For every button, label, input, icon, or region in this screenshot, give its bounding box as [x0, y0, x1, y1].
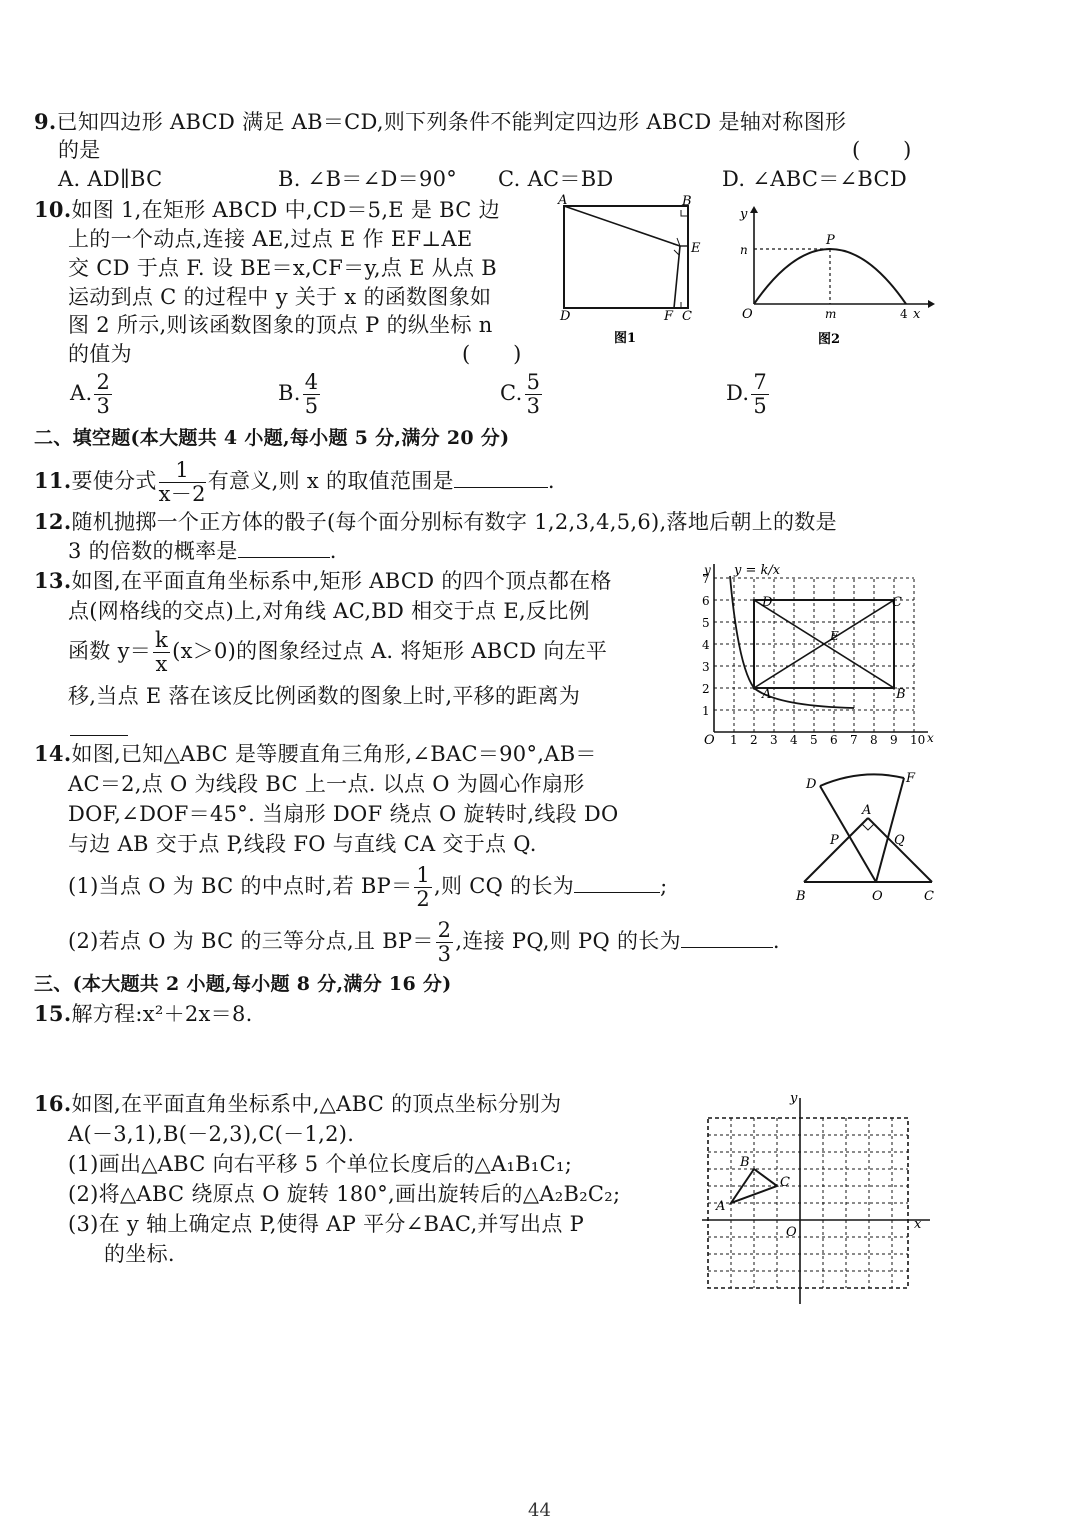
frac-num: k [155, 628, 169, 652]
q9-option-d: D. ∠ABC＝∠BCD [722, 167, 908, 191]
q10-number: 10. [34, 197, 72, 222]
q10-option-b [278, 370, 322, 417]
fig2-label-n: n [740, 243, 748, 257]
q13-figure [696, 556, 936, 746]
q14-sub1-answer-blank[interactable] [574, 891, 660, 893]
fig1-caption: 图1 [614, 331, 637, 346]
q14-stem-line3: DOF,∠DOF＝45°. 当扇形 DOF 绕点 O 旋转时,线段 DO [68, 802, 619, 826]
frac-num: 1 [159, 460, 206, 483]
q10-option-b-label: B. [278, 381, 301, 405]
q9-answer-paren: ( ) [852, 138, 912, 162]
q14-sub1 [68, 863, 667, 910]
q13-y-tick-label: 1 [702, 704, 710, 718]
q13-fraction [153, 630, 170, 675]
page-number: 44 [528, 1500, 551, 1521]
fig2-label-origin: O [742, 307, 753, 322]
q14-number: 14. [34, 741, 72, 766]
q16-label-b: B [740, 1155, 750, 1170]
frac-num: 2 [437, 918, 452, 942]
q14-sub1-text-post: ,则 CQ 的长为 [434, 874, 575, 898]
q13-stem-line1 [34, 567, 612, 595]
q16-label-a: A [716, 1199, 726, 1214]
q14-sub2-fraction [436, 920, 454, 965]
q13-x-tick-label: 9 [890, 733, 898, 746]
q14-sub2-answer-blank[interactable] [681, 946, 773, 948]
fig2-caption: 图2 [818, 332, 841, 347]
frac-den: 2 [416, 887, 431, 911]
q13-label-a: A [762, 687, 772, 702]
q10-option-c [500, 370, 544, 417]
q13-y-axis-label: y [704, 563, 711, 577]
q13-label-d: D [762, 595, 773, 610]
q14-label-d: D [806, 777, 817, 792]
frac-den: 3 [96, 394, 111, 418]
frac-den: 3 [437, 942, 452, 966]
frac-num: 7 [753, 370, 768, 394]
q10-option-a [70, 370, 114, 417]
q13-x-tick-label: 8 [870, 733, 878, 746]
q14-stem-line4: 与边 AB 交于点 P,线段 FO 与直线 CA 交于点 Q. [68, 832, 537, 856]
fig2-label-p: P [826, 233, 835, 248]
q14-sub1-fraction [414, 865, 432, 910]
q13-func-label: y = k/x [734, 563, 781, 578]
fig2-label-4: 4 [900, 307, 908, 321]
q12-number: 12. [34, 509, 72, 534]
q11-fraction [159, 460, 206, 505]
frac-den: 5 [753, 394, 768, 418]
q16-label-c: C [780, 1175, 790, 1190]
q10-stem-line3: 交 CD 于点 F. 设 BE＝x,CF＝y,点 E 从点 B [68, 256, 498, 280]
q10-figure-2 [730, 200, 935, 350]
q13-y-tick-label: 5 [702, 616, 710, 630]
frac-den: 3 [526, 394, 541, 418]
q10-figure-1 [548, 192, 718, 350]
fig1-label-a: A [558, 193, 568, 208]
q9-option-b: B. ∠B＝∠D＝90° [278, 167, 458, 191]
q16-sub2: (2)将△ABC 绕原点 O 旋转 180°,画出旋转后的△A₂B₂C₂; [68, 1182, 621, 1206]
q14-figure [792, 764, 942, 909]
q10-stem-line4: 运动到点 C 的过程中 y 关于 x 的函数图象如 [68, 285, 492, 309]
q14-label-o: O [872, 889, 883, 904]
q14-sub1-end: ; [660, 874, 668, 898]
frac-num: 4 [304, 370, 319, 394]
q14-sub2-text: (2)若点 O 为 BC 的三等分点,且 BP＝ [68, 929, 434, 953]
fig2-label-x: x [913, 307, 921, 322]
fig1-label-c: C [682, 309, 692, 324]
q12-text-2: 3 的倍数的概率是 [68, 539, 238, 563]
q14-stem-line1 [34, 740, 597, 768]
q14-label-c: C [924, 889, 934, 904]
q9-stem-line1 [34, 108, 846, 136]
q13-text-3b: (x＞0)的图象经过点 A. 将矩形 ABCD 向左平 [172, 639, 608, 663]
q13-origin-label: O [704, 733, 715, 746]
q14-stem-line2: AC＝2,点 O 为线段 BC 上一点. 以点 O 为圆心作扇形 [68, 772, 585, 796]
q13-y-ticks [702, 572, 710, 718]
q15-stem [34, 1000, 253, 1028]
q16-x-axis-label: x [914, 1217, 922, 1232]
q13-y-tick-label: 4 [702, 638, 710, 652]
q14-sub2 [68, 918, 780, 965]
q16-y-axis-label: y [790, 1091, 798, 1106]
q14-label-q: Q [894, 833, 905, 848]
q10-stem-line1 [34, 196, 500, 224]
q13-y-tick-label: 7 [702, 572, 710, 586]
q13-y-tick-label: 3 [702, 660, 710, 674]
q10-option-d-label: D. [726, 381, 750, 405]
q11-number: 11. [34, 468, 72, 493]
q13-number: 13. [34, 568, 72, 593]
q10-stem-line6: 的值为 [68, 342, 132, 366]
q14-label-a: A [862, 803, 872, 818]
q16-stem-line1 [34, 1090, 561, 1118]
q10-option-b-frac [303, 372, 321, 417]
q16-figure [700, 1090, 940, 1310]
q11-end: . [547, 469, 555, 493]
q13-x-ticks [730, 733, 925, 746]
q13-x-axis-label: x [927, 731, 934, 745]
q11-stem [34, 458, 555, 505]
q13-x-tick-label: 3 [770, 733, 778, 746]
q13-text-1: 如图,在平面直角坐标系中,矩形 ABCD 的四个顶点都在格 [71, 569, 612, 593]
q13-y-tick-label: 6 [702, 594, 710, 608]
fig2-label-y: y [740, 207, 748, 222]
frac-den: 5 [304, 394, 319, 418]
q13-stem-line4: 移,当点 E 落在该反比例函数的图象上时,平移的距离为 [68, 684, 581, 708]
section-2-heading: 二、填空题(本大题共 4 小题,每小题 5 分,满分 20 分) [34, 427, 510, 449]
q13-stem-line3 [68, 628, 607, 675]
q11-text-pre: 要使分式 [71, 469, 157, 493]
q14-sub1-text: (1)当点 O 为 BC 的中点时,若 BP＝ [68, 874, 413, 898]
q12-stem-line2 [68, 537, 337, 565]
q10-answer-paren: ( ) [462, 342, 522, 366]
q10-option-a-label: A. [70, 381, 93, 405]
q12-text: 随机抛掷一个正方体的骰子(每个面分别标有数字 1,2,3,4,5,6),落地后朝上的数是 [71, 510, 837, 534]
q12-stem-line1 [34, 508, 837, 536]
q9-text: 已知四边形 ABCD 满足 AB＝CD,则下列条件不能判定四边形 ABCD 是轴对称图形 [56, 110, 847, 134]
q10-text-1: 如图 1,在矩形 ABCD 中,CD＝5,E 是 BC 边 [71, 198, 500, 222]
q13-stem-line2: 点(网格线的交点)上,对角线 AC,BD 相交于点 E,反比例 [68, 599, 590, 623]
q14-label-b: B [796, 889, 806, 904]
q13-answer-blank[interactable] [70, 734, 128, 736]
q9-option-c: C. AC＝BD [498, 167, 614, 191]
q16-sub3: (3)在 y 轴上确定点 P,使得 AP 平分∠BAC,并写出点 P [68, 1212, 585, 1236]
q13-label-b: B [896, 687, 906, 702]
fig1-label-f: F [664, 309, 674, 324]
q11-answer-blank[interactable] [454, 486, 548, 488]
fig2-label-m: m [825, 307, 837, 321]
q16-number: 16. [34, 1091, 72, 1116]
q13-x-tick-label: 2 [750, 733, 758, 746]
q13-x-tick-label: 10 [910, 733, 926, 746]
q14-sub2-text-post: ,连接 PQ,则 PQ 的长为 [455, 929, 681, 953]
q10-option-d [726, 370, 771, 417]
q15-number: 15. [34, 1001, 72, 1026]
frac-den: x－2 [158, 482, 206, 506]
q9-number: 9. [34, 109, 57, 134]
q13-x-tick-label: 5 [810, 733, 818, 746]
q14-label-p: P [830, 833, 839, 848]
q16-grid [708, 1118, 908, 1288]
q13-x-tick-label: 7 [850, 733, 858, 746]
q10-option-d-frac [751, 372, 769, 417]
q10-option-c-frac [525, 372, 543, 417]
q12-answer-blank[interactable] [238, 556, 330, 558]
q13-y-tick-label: 2 [702, 682, 710, 696]
q10-option-c-label: C. [500, 381, 523, 405]
q14-sub2-end: . [772, 929, 780, 953]
q13-x-tick-label: 1 [730, 733, 738, 746]
q10-option-a-frac [94, 372, 112, 417]
q11-text-post: 有意义,则 x 的取值范围是 [207, 469, 454, 493]
frac-num: 5 [526, 370, 541, 394]
q10-stem-line5: 图 2 所示,则该函数图象的顶点 P 的纵坐标 n [68, 313, 493, 337]
q14-label-f: F [906, 771, 916, 786]
q16-sub1: (1)画出△ABC 向右平移 5 个单位长度后的△A₁B₁C₁; [68, 1152, 573, 1176]
q16-text-1: 如图,在平面直角坐标系中,△ABC 的顶点坐标分别为 [71, 1092, 562, 1116]
q13-text-3a: 函数 y＝ [68, 639, 152, 663]
q10-stem-line2: 上的一个动点,连接 AE,过点 E 作 EF⊥AE [68, 227, 473, 251]
frac-num: 2 [96, 370, 111, 394]
fig1-label-b: B [682, 194, 692, 209]
q16-origin-label: O [786, 1225, 797, 1240]
q13-label-c: C [892, 595, 902, 610]
q16-sub3-line2: 的坐标. [104, 1242, 175, 1266]
fig1-label-e: E [691, 241, 701, 256]
fig1-label-d: D [560, 309, 571, 324]
q9-option-a: A. AD∥BC [58, 167, 163, 191]
frac-num: 1 [416, 863, 431, 887]
q9-stem-line2: 的是 [58, 138, 101, 162]
section-3-heading: 三、(本大题共 2 小题,每小题 8 分,满分 16 分) [34, 973, 452, 995]
q13-grid [714, 578, 914, 732]
q16-stem-line2: A(－3,1),B(－2,3),C(－1,2). [68, 1122, 355, 1146]
q13-x-tick-label: 6 [830, 733, 838, 746]
frac-den: x [155, 652, 168, 676]
q13-x-tick-label: 4 [790, 733, 798, 746]
q14-text-1: 如图,已知△ABC 是等腰直角三角形,∠BAC＝90°,AB＝ [71, 742, 597, 766]
q12-end: . [329, 539, 337, 563]
q13-label-e: E [830, 629, 839, 643]
q15-text: 解方程:x²＋2x＝8. [71, 1002, 253, 1026]
